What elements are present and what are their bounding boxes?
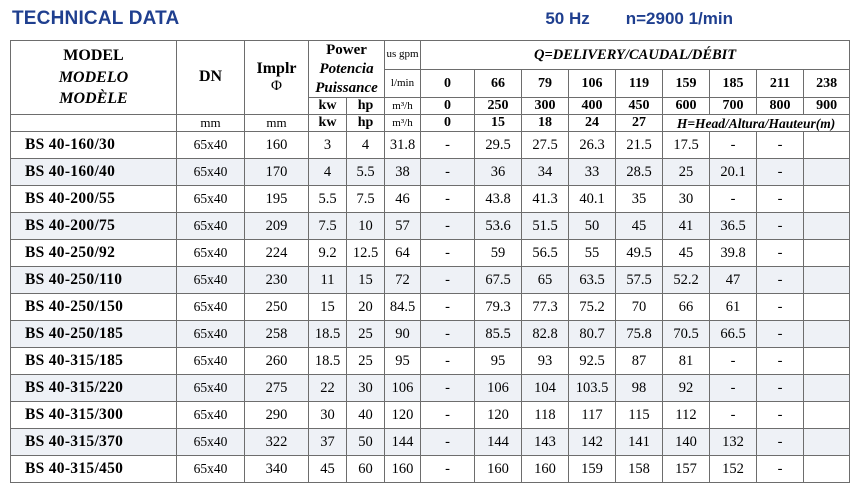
cell-head-3: 27.5 bbox=[522, 132, 569, 159]
flow-gpm-7: 211 bbox=[757, 70, 804, 98]
header-power bbox=[309, 41, 385, 98]
cell-impeller: 258 bbox=[245, 321, 309, 348]
cell-head-7: - bbox=[710, 186, 757, 213]
cell-head-8: - bbox=[757, 159, 804, 186]
technical-data-table bbox=[10, 40, 850, 483]
cell-dn: 65x40 bbox=[177, 186, 245, 213]
cell-hp: 15 bbox=[347, 267, 385, 294]
cell-head-7: - bbox=[710, 132, 757, 159]
cell-head-0: 106 bbox=[385, 375, 421, 402]
cell-head-3: 143 bbox=[522, 429, 569, 456]
table-row bbox=[11, 456, 850, 483]
header-row-4 bbox=[11, 115, 850, 132]
cell-impeller: 260 bbox=[245, 348, 309, 375]
cell-dn: 65x40 bbox=[177, 348, 245, 375]
cell-head-4: 50 bbox=[569, 213, 616, 240]
cell-head-6: 17.5 bbox=[663, 132, 710, 159]
flow-lmin-6: 700 bbox=[710, 98, 757, 115]
cell-head-2: 144 bbox=[475, 429, 522, 456]
cell-head-7: - bbox=[710, 348, 757, 375]
cell-head-4: 159 bbox=[569, 456, 616, 483]
header-power-line2: Potencia bbox=[319, 60, 374, 77]
cell-head-8: - bbox=[757, 321, 804, 348]
header-kw-2: kw bbox=[309, 115, 347, 132]
cell-head-8: - bbox=[757, 402, 804, 429]
cell-head-9 bbox=[804, 429, 850, 456]
header-impeller bbox=[245, 41, 309, 115]
cell-model: BS 40-200/55 bbox=[11, 186, 177, 213]
flow-title: Q=DELIVERY/CAUDAL/DÉBIT bbox=[421, 41, 850, 70]
cell-head-6: 140 bbox=[663, 429, 710, 456]
cell-head-8: - bbox=[757, 348, 804, 375]
table-row bbox=[11, 186, 850, 213]
cell-head-3: 51.5 bbox=[522, 213, 569, 240]
header-impeller-label: Implr bbox=[256, 59, 297, 77]
cell-kw: 22 bbox=[309, 375, 347, 402]
cell-head-2: 29.5 bbox=[475, 132, 522, 159]
cell-kw: 45 bbox=[309, 456, 347, 483]
cell-head-9 bbox=[804, 240, 850, 267]
cell-head-1: - bbox=[421, 186, 475, 213]
cell-head-7: - bbox=[710, 375, 757, 402]
cell-head-8: - bbox=[757, 213, 804, 240]
cell-model: BS 40-250/110 bbox=[11, 267, 177, 294]
flow-unit-gpm-label: us gpm bbox=[386, 48, 419, 61]
cell-head-3: 82.8 bbox=[522, 321, 569, 348]
cell-kw: 30 bbox=[309, 402, 347, 429]
cell-head-5: 87 bbox=[616, 348, 663, 375]
cell-hp: 30 bbox=[347, 375, 385, 402]
flow-gpm-5: 159 bbox=[663, 70, 710, 98]
cell-hp: 40 bbox=[347, 402, 385, 429]
cell-head-9 bbox=[804, 294, 850, 321]
header-impeller-symbol: Φ bbox=[271, 78, 282, 95]
header-model-line1: MODEL bbox=[63, 47, 124, 65]
flow-lmin-3: 400 bbox=[569, 98, 616, 115]
cell-head-7: 132 bbox=[710, 429, 757, 456]
table-header bbox=[11, 41, 850, 132]
cell-head-8: - bbox=[757, 186, 804, 213]
cell-kw: 5.5 bbox=[309, 186, 347, 213]
cell-kw: 15 bbox=[309, 294, 347, 321]
cell-model: BS 40-250/92 bbox=[11, 240, 177, 267]
cell-head-6: 81 bbox=[663, 348, 710, 375]
cell-model: BS 40-250/185 bbox=[11, 321, 177, 348]
cell-hp: 5.5 bbox=[347, 159, 385, 186]
cell-head-2: 67.5 bbox=[475, 267, 522, 294]
cell-hp: 25 bbox=[347, 321, 385, 348]
cell-head-1: - bbox=[421, 159, 475, 186]
cell-head-2: 95 bbox=[475, 348, 522, 375]
flow-m3h-0: 0 bbox=[421, 115, 475, 132]
cell-head-0: 84.5 bbox=[385, 294, 421, 321]
cell-dn: 65x40 bbox=[177, 429, 245, 456]
cell-head-3: 118 bbox=[522, 402, 569, 429]
cell-head-6: 70.5 bbox=[663, 321, 710, 348]
header-dn-unit: mm bbox=[177, 115, 245, 132]
cell-head-9 bbox=[804, 267, 850, 294]
cell-head-4: 142 bbox=[569, 429, 616, 456]
cell-head-4: 55 bbox=[569, 240, 616, 267]
table-row bbox=[11, 294, 850, 321]
header-power-line3: Puissance bbox=[315, 79, 378, 96]
table-row bbox=[11, 321, 850, 348]
cell-head-9 bbox=[804, 186, 850, 213]
cell-head-1: - bbox=[421, 321, 475, 348]
table-row bbox=[11, 240, 850, 267]
cell-head-6: 66 bbox=[663, 294, 710, 321]
cell-head-2: 106 bbox=[475, 375, 522, 402]
cell-head-3: 65 bbox=[522, 267, 569, 294]
cell-head-1: - bbox=[421, 213, 475, 240]
cell-impeller: 170 bbox=[245, 159, 309, 186]
flow-gpm-8: 238 bbox=[804, 70, 850, 98]
flow-unit-m3h: m³/h bbox=[385, 98, 421, 115]
cell-impeller: 209 bbox=[245, 213, 309, 240]
table-row bbox=[11, 375, 850, 402]
cell-kw: 18.5 bbox=[309, 348, 347, 375]
cell-head-0: 95 bbox=[385, 348, 421, 375]
cell-model: BS 40-315/450 bbox=[11, 456, 177, 483]
cell-kw: 7.5 bbox=[309, 213, 347, 240]
cell-head-4: 26.3 bbox=[569, 132, 616, 159]
header-kw: kw bbox=[309, 98, 347, 115]
cell-head-1: - bbox=[421, 267, 475, 294]
cell-head-1: - bbox=[421, 348, 475, 375]
cell-head-7: 152 bbox=[710, 456, 757, 483]
cell-dn: 65x40 bbox=[177, 213, 245, 240]
cell-head-2: 59 bbox=[475, 240, 522, 267]
cell-impeller: 224 bbox=[245, 240, 309, 267]
cell-head-9 bbox=[804, 213, 850, 240]
cell-head-9 bbox=[804, 402, 850, 429]
cell-head-5: 75.8 bbox=[616, 321, 663, 348]
cell-head-8: - bbox=[757, 294, 804, 321]
cell-head-5: 28.5 bbox=[616, 159, 663, 186]
cell-dn: 65x40 bbox=[177, 267, 245, 294]
cell-head-0: 90 bbox=[385, 321, 421, 348]
table-row bbox=[11, 429, 850, 456]
page-header bbox=[8, 8, 847, 38]
cell-kw: 11 bbox=[309, 267, 347, 294]
cell-hp: 7.5 bbox=[347, 186, 385, 213]
cell-head-4: 33 bbox=[569, 159, 616, 186]
cell-model: BS 40-160/30 bbox=[11, 132, 177, 159]
flow-m3h-4: 27 bbox=[616, 115, 663, 132]
flow-unit-gpm bbox=[385, 41, 421, 70]
flow-m3h-3: 24 bbox=[569, 115, 616, 132]
cell-dn: 65x40 bbox=[177, 456, 245, 483]
table-row bbox=[11, 267, 850, 294]
cell-head-4: 92.5 bbox=[569, 348, 616, 375]
flow-lmin-0: 0 bbox=[421, 98, 475, 115]
cell-hp: 60 bbox=[347, 456, 385, 483]
cell-hp: 10 bbox=[347, 213, 385, 240]
cell-impeller: 230 bbox=[245, 267, 309, 294]
cell-head-1: - bbox=[421, 375, 475, 402]
table-row bbox=[11, 159, 850, 186]
cell-head-5: 70 bbox=[616, 294, 663, 321]
cell-hp: 20 bbox=[347, 294, 385, 321]
cell-head-9 bbox=[804, 132, 850, 159]
cell-impeller: 275 bbox=[245, 375, 309, 402]
cell-head-5: 21.5 bbox=[616, 132, 663, 159]
header-impeller-unit: mm bbox=[245, 115, 309, 132]
cell-head-6: 30 bbox=[663, 186, 710, 213]
head-title: H=Head/Altura/Hauteur(m) bbox=[663, 115, 850, 132]
cell-head-1: - bbox=[421, 132, 475, 159]
table-body bbox=[11, 132, 850, 483]
cell-model: BS 40-315/185 bbox=[11, 348, 177, 375]
speed-label: n=2900 1/min bbox=[625, 9, 733, 28]
flow-gpm-2: 79 bbox=[522, 70, 569, 98]
cell-impeller: 160 bbox=[245, 132, 309, 159]
header-model-unit bbox=[11, 115, 177, 132]
cell-head-2: 85.5 bbox=[475, 321, 522, 348]
cell-head-2: 53.6 bbox=[475, 213, 522, 240]
cell-head-5: 158 bbox=[616, 456, 663, 483]
cell-dn: 65x40 bbox=[177, 159, 245, 186]
cell-model: BS 40-160/40 bbox=[11, 159, 177, 186]
header-dn: DN bbox=[177, 41, 245, 115]
cell-impeller: 290 bbox=[245, 402, 309, 429]
cell-dn: 65x40 bbox=[177, 375, 245, 402]
cell-head-2: 36 bbox=[475, 159, 522, 186]
cell-head-0: 46 bbox=[385, 186, 421, 213]
header-model-line3: MODÈLE bbox=[59, 90, 128, 108]
cell-hp: 4 bbox=[347, 132, 385, 159]
cell-head-7: 39.8 bbox=[710, 240, 757, 267]
flow-lmin-8: 900 bbox=[804, 98, 850, 115]
flow-lmin-4: 450 bbox=[616, 98, 663, 115]
cell-head-5: 115 bbox=[616, 402, 663, 429]
cell-head-0: 57 bbox=[385, 213, 421, 240]
cell-head-4: 103.5 bbox=[569, 375, 616, 402]
cell-head-5: 98 bbox=[616, 375, 663, 402]
cell-dn: 65x40 bbox=[177, 240, 245, 267]
flow-gpm-0: 0 bbox=[421, 70, 475, 98]
cell-head-7: 47 bbox=[710, 267, 757, 294]
cell-head-1: - bbox=[421, 402, 475, 429]
flow-gpm-4: 119 bbox=[616, 70, 663, 98]
cell-head-5: 45 bbox=[616, 213, 663, 240]
cell-head-7: 36.5 bbox=[710, 213, 757, 240]
cell-head-1: - bbox=[421, 429, 475, 456]
cell-head-4: 117 bbox=[569, 402, 616, 429]
cell-head-9 bbox=[804, 159, 850, 186]
cell-head-6: 52.2 bbox=[663, 267, 710, 294]
cell-head-1: - bbox=[421, 240, 475, 267]
cell-head-0: 64 bbox=[385, 240, 421, 267]
cell-head-4: 75.2 bbox=[569, 294, 616, 321]
cell-head-4: 80.7 bbox=[569, 321, 616, 348]
cell-dn: 65x40 bbox=[177, 294, 245, 321]
cell-hp: 50 bbox=[347, 429, 385, 456]
cell-head-2: 120 bbox=[475, 402, 522, 429]
cell-head-3: 41.3 bbox=[522, 186, 569, 213]
flow-gpm-1: 66 bbox=[475, 70, 522, 98]
cell-head-3: 104 bbox=[522, 375, 569, 402]
cell-hp: 25 bbox=[347, 348, 385, 375]
flow-m3h-1: 15 bbox=[475, 115, 522, 132]
cell-kw: 18.5 bbox=[309, 321, 347, 348]
table-row bbox=[11, 402, 850, 429]
header-specs bbox=[545, 9, 843, 29]
cell-head-8: - bbox=[757, 267, 804, 294]
cell-impeller: 340 bbox=[245, 456, 309, 483]
cell-model: BS 40-315/300 bbox=[11, 402, 177, 429]
cell-head-5: 57.5 bbox=[616, 267, 663, 294]
cell-impeller: 322 bbox=[245, 429, 309, 456]
flow-lmin-2: 300 bbox=[522, 98, 569, 115]
cell-head-0: 38 bbox=[385, 159, 421, 186]
cell-head-3: 160 bbox=[522, 456, 569, 483]
header-row-1 bbox=[11, 41, 850, 70]
cell-head-7: 20.1 bbox=[710, 159, 757, 186]
cell-head-6: 45 bbox=[663, 240, 710, 267]
cell-model: BS 40-200/75 bbox=[11, 213, 177, 240]
cell-head-2: 160 bbox=[475, 456, 522, 483]
cell-head-6: 157 bbox=[663, 456, 710, 483]
table-row bbox=[11, 132, 850, 159]
cell-dn: 65x40 bbox=[177, 321, 245, 348]
cell-head-6: 25 bbox=[663, 159, 710, 186]
header-power-line1: Power bbox=[326, 42, 367, 58]
page-title: TECHNICAL DATA bbox=[12, 8, 180, 29]
cell-head-6: 41 bbox=[663, 213, 710, 240]
cell-head-5: 141 bbox=[616, 429, 663, 456]
cell-kw: 9.2 bbox=[309, 240, 347, 267]
header-hp-2: hp bbox=[347, 115, 385, 132]
flow-gpm-6: 185 bbox=[710, 70, 757, 98]
cell-head-3: 77.3 bbox=[522, 294, 569, 321]
cell-impeller: 250 bbox=[245, 294, 309, 321]
cell-head-7: 66.5 bbox=[710, 321, 757, 348]
cell-head-8: - bbox=[757, 375, 804, 402]
cell-head-0: 31.8 bbox=[385, 132, 421, 159]
cell-head-8: - bbox=[757, 132, 804, 159]
cell-head-5: 35 bbox=[616, 186, 663, 213]
cell-hp: 12.5 bbox=[347, 240, 385, 267]
cell-dn: 65x40 bbox=[177, 402, 245, 429]
cell-head-0: 160 bbox=[385, 456, 421, 483]
flow-gpm-3: 106 bbox=[569, 70, 616, 98]
cell-head-3: 56.5 bbox=[522, 240, 569, 267]
cell-head-0: 72 bbox=[385, 267, 421, 294]
cell-head-8: - bbox=[757, 240, 804, 267]
cell-head-2: 43.8 bbox=[475, 186, 522, 213]
cell-head-2: 79.3 bbox=[475, 294, 522, 321]
cell-model: BS 40-250/150 bbox=[11, 294, 177, 321]
cell-kw: 4 bbox=[309, 159, 347, 186]
cell-head-8: - bbox=[757, 429, 804, 456]
cell-kw: 37 bbox=[309, 429, 347, 456]
table-row bbox=[11, 213, 850, 240]
cell-dn: 65x40 bbox=[177, 132, 245, 159]
flow-unit-m3h-2: m³/h bbox=[385, 115, 421, 132]
cell-head-1: - bbox=[421, 456, 475, 483]
cell-model: BS 40-315/370 bbox=[11, 429, 177, 456]
cell-head-9 bbox=[804, 321, 850, 348]
cell-head-3: 93 bbox=[522, 348, 569, 375]
cell-head-6: 92 bbox=[663, 375, 710, 402]
cell-head-5: 49.5 bbox=[616, 240, 663, 267]
cell-head-8: - bbox=[757, 456, 804, 483]
cell-head-4: 63.5 bbox=[569, 267, 616, 294]
flow-unit-lmin: l/min bbox=[385, 70, 421, 98]
flow-lmin-5: 600 bbox=[663, 98, 710, 115]
cell-impeller: 195 bbox=[245, 186, 309, 213]
cell-head-0: 120 bbox=[385, 402, 421, 429]
cell-head-0: 144 bbox=[385, 429, 421, 456]
cell-kw: 3 bbox=[309, 132, 347, 159]
flow-m3h-2: 18 bbox=[522, 115, 569, 132]
cell-head-7: 61 bbox=[710, 294, 757, 321]
cell-head-3: 34 bbox=[522, 159, 569, 186]
frequency-label: 50 Hz bbox=[545, 9, 590, 28]
cell-head-7: - bbox=[710, 402, 757, 429]
cell-head-6: 112 bbox=[663, 402, 710, 429]
cell-head-9 bbox=[804, 348, 850, 375]
header-model bbox=[11, 41, 177, 115]
cell-model: BS 40-315/220 bbox=[11, 375, 177, 402]
header-model-line2: MODELO bbox=[58, 68, 129, 86]
cell-head-9 bbox=[804, 456, 850, 483]
cell-head-1: - bbox=[421, 294, 475, 321]
flow-lmin-1: 250 bbox=[475, 98, 522, 115]
header-hp: hp bbox=[347, 98, 385, 115]
flow-lmin-7: 800 bbox=[757, 98, 804, 115]
table-row bbox=[11, 348, 850, 375]
cell-head-9 bbox=[804, 375, 850, 402]
cell-head-4: 40.1 bbox=[569, 186, 616, 213]
